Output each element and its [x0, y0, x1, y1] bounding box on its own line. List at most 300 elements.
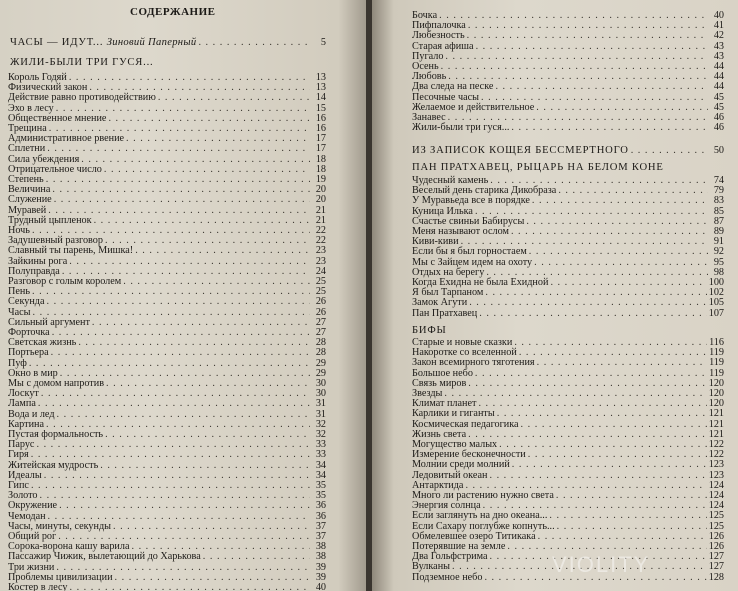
leader-dots: [495, 82, 708, 93]
leader-dots: [469, 298, 707, 309]
entry-page: 122: [708, 439, 724, 450]
entry-page: 29: [315, 367, 326, 379]
entry-title: Могущество малых: [412, 439, 498, 450]
entry-page: 46: [713, 112, 724, 123]
entry-page: 41: [713, 20, 724, 32]
leader-dots: [31, 481, 310, 492]
entry-title: Замок Агути: [412, 297, 468, 309]
leader-dots: [526, 217, 708, 228]
entry-page: 95: [713, 256, 724, 268]
entry-title: Пень: [8, 286, 30, 298]
entry-page: 33: [315, 449, 326, 461]
leader-dots: [52, 185, 310, 196]
intro-author: Зиновий Паперный: [106, 37, 197, 48]
leader-dots: [514, 338, 707, 349]
toc-entry: [8, 471, 326, 482]
entry-page: 123: [708, 469, 724, 481]
entry-title: Любовь: [412, 71, 447, 83]
entry-title: Пан Пратхавец: [412, 307, 478, 319]
leader-dots: [479, 309, 706, 320]
entry-title: Ледовитый океан: [412, 469, 488, 481]
entry-page: 23: [315, 245, 326, 257]
toc-entry: [8, 399, 326, 410]
entry-title: Сила убеждения: [8, 153, 80, 165]
leader-dots: [511, 123, 708, 134]
entry-title: Часы: [8, 306, 31, 318]
entry-page: 32: [315, 429, 326, 440]
entry-page: 26: [315, 306, 326, 318]
leader-dots: [557, 522, 707, 533]
entry-title: Костер в лесу: [8, 582, 68, 591]
leader-dots: [69, 73, 310, 84]
leader-dots: [441, 62, 708, 73]
entry-title: Форточка: [8, 327, 50, 338]
entry-page: 124: [708, 500, 724, 512]
toc-entry: [8, 175, 326, 186]
leader-dots: [537, 358, 707, 369]
leader-dots: [123, 277, 310, 288]
entry-title: Бочка: [412, 10, 438, 21]
entry-page: 98: [713, 266, 724, 278]
leader-dots: [631, 146, 708, 157]
leader-dots: [126, 134, 310, 145]
leader-dots: [81, 155, 310, 166]
entry-page: 21: [315, 204, 326, 216]
intro-page: 5: [320, 37, 326, 48]
leader-dots: [158, 93, 310, 104]
entry-title: Киви-киви: [412, 236, 459, 248]
entry-title: Мы с домом напротив: [8, 378, 104, 389]
entry-page: 13: [315, 72, 326, 83]
section3-title: БИФЫ: [412, 325, 447, 336]
entry-title: Занавес: [412, 112, 446, 123]
entry-title: Два Гольфстрима: [412, 551, 488, 563]
right-page: [372, 0, 738, 591]
leader-dots: [57, 410, 311, 421]
leader-dots: [203, 552, 310, 563]
entry-page: 18: [315, 153, 326, 165]
entry-title: Полуправда: [8, 265, 60, 277]
leader-dots: [100, 461, 310, 472]
entry-title: Обмелевшее озеро Титикака: [412, 530, 536, 542]
entry-title: Административное рвение: [8, 133, 125, 145]
entry-page: 42: [713, 30, 724, 42]
entry-title: Зайкины рога: [8, 255, 68, 267]
entry-title: Портьера: [8, 347, 49, 359]
entry-page: 127: [708, 561, 724, 573]
entry-page: 16: [315, 112, 326, 124]
toc-entry: [8, 501, 326, 512]
entry-title: Лампа: [8, 398, 36, 410]
entry-title: Желаемое и действительное: [412, 101, 535, 113]
leader-dots: [467, 31, 708, 42]
entry-page: 128: [708, 571, 724, 583]
entry-page: 38: [315, 541, 326, 553]
toc-entry: [8, 297, 326, 308]
entry-title: Трудный цыпленок: [8, 214, 92, 226]
leader-dots: [36, 440, 310, 451]
entry-page: 85: [713, 205, 724, 217]
entry-title: Пугало: [412, 50, 444, 62]
section-title: ЖИЛИ-БЫЛИ ТРИ ГУСЯ...: [10, 57, 154, 68]
entry-page: 74: [713, 175, 724, 186]
toc-heading: СОДЕРЖАНИЕ: [130, 6, 216, 18]
entry-page: 45: [713, 91, 724, 103]
entry-page: 79: [713, 185, 724, 197]
entry-page: 43: [713, 50, 724, 62]
leader-dots: [94, 216, 310, 227]
entry-title: Секунда: [8, 296, 45, 308]
entry-page: 32: [315, 418, 326, 430]
entry-page: 83: [713, 195, 724, 207]
entry-title: Физический закон: [8, 82, 88, 94]
entry-title: Житейская мудрость: [8, 459, 99, 471]
toc-entry: [8, 165, 326, 176]
entry-page: 25: [315, 276, 326, 287]
entry-page: 37: [315, 531, 326, 542]
leader-dots: [69, 257, 310, 268]
entry-page: 119: [709, 367, 724, 379]
entry-title: Степень: [8, 174, 44, 185]
entry-page: 44: [713, 61, 724, 72]
entry-title: Любезность: [412, 30, 465, 42]
entry-page: 44: [713, 81, 724, 93]
leader-dots: [550, 278, 706, 289]
entry-page: 34: [315, 459, 326, 471]
toc-entry: [8, 287, 326, 298]
entry-page: 38: [315, 551, 326, 563]
entry-page: 43: [713, 40, 724, 52]
entry-page: 116: [709, 337, 724, 348]
leader-dots: [536, 103, 708, 114]
section1-title: ИЗ ЗАПИСОК КОЩЕЯ БЕССМЕРТНОГО: [412, 145, 629, 156]
entry-title: Карлики и гиганты: [412, 408, 495, 420]
entry-title: Окружение: [8, 500, 58, 512]
entry-page: 44: [713, 71, 724, 83]
entry-title: Ночь: [8, 225, 30, 236]
section1-entry: [412, 146, 724, 157]
leader-dots: [445, 52, 708, 63]
toc-entry: [8, 338, 326, 349]
left-page: [0, 0, 368, 591]
leader-dots: [468, 21, 708, 32]
toc-entry: [8, 481, 326, 492]
entry-title: Чудесный камень: [412, 175, 489, 186]
entry-page: 120: [708, 388, 724, 399]
entry-title: Король Годяй: [8, 72, 67, 83]
section2-title: ПАН ПРАТХАВЕЦ, РЫЦАРЬ НА БЕЛОМ КОНЕ: [412, 162, 664, 173]
toc-entry: [8, 277, 326, 288]
entry-page: 40: [315, 582, 326, 591]
entry-title: Климат планет: [412, 398, 477, 410]
toc-entry: [8, 93, 326, 104]
leader-dots: [528, 450, 707, 461]
toc-entry: [412, 123, 724, 134]
leader-dots: [46, 175, 310, 186]
leader-dots: [532, 196, 708, 207]
entry-page: 14: [315, 92, 326, 104]
entry-page: 91: [713, 236, 724, 248]
entry-page: 46: [713, 122, 724, 134]
toc-entry: [8, 216, 326, 227]
entry-title: Пифпалочка: [412, 20, 466, 32]
entry-page: 121: [708, 408, 724, 420]
entry-page: 20: [315, 184, 326, 196]
entry-page: 16: [315, 123, 326, 134]
entry-page: 35: [315, 490, 326, 502]
leader-dots: [47, 297, 311, 308]
leader-dots: [468, 379, 706, 390]
entry-title: Пуф: [8, 357, 27, 369]
entry-title: Славный ты парень, Мишка!: [8, 245, 134, 257]
leader-dots: [519, 348, 707, 359]
leader-dots: [476, 42, 708, 53]
entry-page: 33: [315, 439, 326, 451]
entry-title: Веселый день старика Дикобраза: [412, 185, 557, 197]
entry-page: 31: [315, 408, 326, 420]
leader-dots: [105, 430, 310, 441]
entry-title: Связь миров: [412, 377, 467, 389]
entry-title: Общий рог: [8, 531, 57, 542]
entry-page: 13: [315, 82, 326, 94]
entry-page: 31: [315, 398, 326, 410]
leader-dots: [54, 195, 310, 206]
entry-title: Подземное небо: [412, 571, 483, 583]
entry-page: 102: [708, 287, 724, 299]
entry-title: Часы, минуты, секунды: [8, 520, 111, 532]
toc-entry: [8, 552, 326, 563]
entry-page: 35: [315, 480, 326, 491]
leader-dots: [475, 369, 707, 380]
leader-dots: [468, 430, 707, 441]
entry-page: 15: [315, 102, 326, 114]
entry-page: 18: [315, 163, 326, 175]
entry-page: 17: [315, 133, 326, 145]
entry-page: 127: [708, 551, 724, 563]
entry-title: Звезды: [412, 388, 443, 399]
entry-title: Накоротке со вселенной: [412, 347, 517, 359]
entry-page: 36: [315, 500, 326, 512]
leader-dots: [507, 542, 706, 553]
entry-page: 22: [315, 235, 326, 247]
entry-title: Вода и лед: [8, 408, 55, 420]
toc-entry: [8, 410, 326, 421]
leader-dots: [439, 11, 708, 22]
entry-title: Сплетни: [8, 143, 46, 155]
entry-title: Счастье свиньи Бабирусы: [412, 215, 525, 227]
toc-entry: [412, 309, 724, 320]
entry-page: 107: [708, 307, 724, 319]
entry-title: Если бы я был горностаем: [412, 246, 527, 258]
leader-dots: [511, 227, 708, 238]
entry-page: 105: [708, 297, 724, 309]
entry-title: Лоскут: [8, 388, 39, 400]
entry-page: 17: [315, 143, 326, 155]
leader-dots: [512, 460, 707, 471]
entry-title: Жизнь света: [412, 428, 467, 440]
entry-title: Космическая педагогика: [412, 418, 519, 430]
entry-page: 30: [315, 388, 326, 400]
entry-title: Служение: [8, 194, 52, 206]
entry-page: 92: [713, 246, 724, 258]
entry-title: Старая афиша: [412, 40, 474, 52]
leader-dots: [558, 186, 708, 197]
toc-entry: [8, 185, 326, 196]
entry-page: 29: [315, 357, 326, 369]
entry-title: Парус: [8, 439, 35, 451]
leader-dots: [529, 247, 708, 258]
entry-page: 124: [708, 479, 724, 491]
entry-title: Молнии среди молний: [412, 459, 510, 471]
entry-page: 26: [315, 296, 326, 308]
leader-dots: [478, 399, 706, 410]
entry-page: 27: [315, 327, 326, 338]
leader-dots: [44, 471, 310, 482]
entry-title: Действие равно противодействию: [8, 92, 156, 104]
entry-title: Чемодан: [8, 510, 46, 522]
entry-title: Муравей: [8, 204, 47, 216]
entry-title: Я был Тарпаном: [412, 287, 484, 299]
leader-dots: [549, 511, 706, 522]
leader-dots: [29, 359, 310, 370]
entry-page: 119: [709, 347, 724, 359]
toc-entry: [8, 318, 326, 329]
leader-dots: [497, 409, 707, 420]
entry-title: Гипс: [8, 480, 29, 491]
leader-dots: [534, 258, 708, 269]
entry-title: Золото: [8, 490, 38, 502]
leader-dots: [32, 287, 310, 298]
entry-page: 89: [713, 226, 724, 237]
entry-title: Осень: [412, 61, 439, 72]
entry-page: 28: [315, 337, 326, 349]
entry-page: 19: [315, 174, 326, 185]
entry-title: Величина: [8, 184, 51, 196]
leader-dots: [106, 379, 310, 390]
toc-entry: [412, 52, 724, 63]
toc-entry: [8, 583, 326, 591]
entry-title: Идеалы: [8, 469, 42, 481]
leader-dots: [113, 522, 310, 533]
toc-entry: [8, 389, 326, 400]
entry-page: 119: [709, 357, 724, 369]
entry-title: Сорока-ворона кашу варила: [8, 541, 130, 553]
entry-title: Эхо в лесу: [8, 102, 54, 114]
entry-page: 39: [315, 561, 326, 573]
watermark: VIOLITY: [552, 552, 651, 577]
toc-entry: [8, 461, 326, 472]
entry-title: Песочные часы: [412, 91, 479, 103]
entry-title: Гиря: [8, 449, 29, 461]
entry-title: Закон всемирного тяготения: [412, 357, 535, 369]
entry-page: 22: [315, 225, 326, 236]
entry-page: 126: [708, 541, 724, 552]
toc-entry: [412, 379, 724, 390]
leader-dots: [489, 471, 706, 482]
entry-title: Когда Ехидна не была Ехидной: [412, 277, 549, 288]
leader-dots: [47, 144, 310, 155]
entry-page: 34: [315, 469, 326, 481]
entry-title: Мы с Зайцем идем на охоту: [412, 256, 533, 268]
entry-title: Картина: [8, 418, 45, 430]
toc-entry: [8, 440, 326, 451]
entry-page: 37: [315, 520, 326, 532]
entry-page: 45: [713, 101, 724, 113]
entry-title: Куница Илька: [412, 205, 473, 217]
entry-title: Меня называют ослом: [412, 226, 509, 237]
entry-page: 123: [708, 459, 724, 471]
leader-dots: [38, 399, 310, 410]
entry-page: 24: [315, 265, 326, 277]
entry-title: Пустая формальность: [8, 429, 104, 440]
entry-page: 20: [315, 194, 326, 206]
toc-entry: [412, 42, 724, 53]
entry-title: Большое небо: [412, 367, 473, 379]
entry-page: 120: [708, 377, 724, 389]
entry-title: Светская жизнь: [8, 337, 77, 349]
toc-entry: [8, 348, 326, 359]
entry-title: Измерение бесконечности: [412, 449, 526, 461]
entry-page: 121: [708, 418, 724, 430]
entry-title: Вулканы: [412, 561, 451, 573]
entry-title: Много ли растению нужно света: [412, 490, 554, 501]
entry-title: Жили-были три гуся...: [412, 122, 510, 134]
toc-entry: [8, 114, 326, 125]
section1-page: 50: [713, 145, 724, 156]
entry-page: 36: [315, 510, 326, 522]
entry-title: Антарктида: [412, 479, 464, 491]
entry-page: 122: [708, 449, 724, 461]
leader-dots: [105, 236, 310, 247]
entry-page: 100: [708, 277, 724, 288]
leader-dots: [108, 114, 310, 125]
leader-dots: [40, 491, 310, 502]
entry-page: 30: [315, 378, 326, 389]
leader-dots: [69, 583, 310, 591]
entry-page: 125: [708, 510, 724, 522]
entry-page: 28: [315, 347, 326, 359]
entry-page: 125: [708, 520, 724, 532]
entry-title: Трещина: [8, 123, 47, 134]
toc-entry: [8, 379, 326, 390]
intro-entry: [10, 38, 326, 49]
entry-page: 39: [315, 571, 326, 583]
leader-dots: [135, 246, 310, 257]
entry-title: Пассажир Чижик, вылетающий до Харькова: [8, 551, 201, 563]
entry-title: Разговор с голым королем: [8, 276, 122, 287]
leader-dots: [52, 328, 310, 339]
toc-entry: [8, 195, 326, 206]
entry-page: 126: [708, 530, 724, 542]
entry-page: 21: [315, 214, 326, 226]
entry-title: Окно в мир: [8, 367, 58, 379]
leader-dots: [59, 501, 310, 512]
entry-title: Если заглянуть на дно океана...: [412, 510, 548, 522]
leader-dots: [198, 38, 310, 49]
entry-page: 25: [315, 286, 326, 298]
entry-title: Задушевный разговор: [8, 235, 103, 247]
entry-title: Старые и новые сказки: [412, 337, 513, 348]
entry-page: 40: [713, 10, 724, 21]
leader-dots: [78, 338, 310, 349]
entry-title: Если Сахару поглубже копнуть...: [412, 520, 555, 532]
toc-entry: [8, 134, 326, 145]
leader-dots: [444, 389, 706, 400]
entry-page: 27: [315, 316, 326, 328]
entry-title: Проблемы цивилизации: [8, 571, 113, 583]
entry-page: 87: [713, 215, 724, 227]
leader-dots: [521, 420, 707, 431]
